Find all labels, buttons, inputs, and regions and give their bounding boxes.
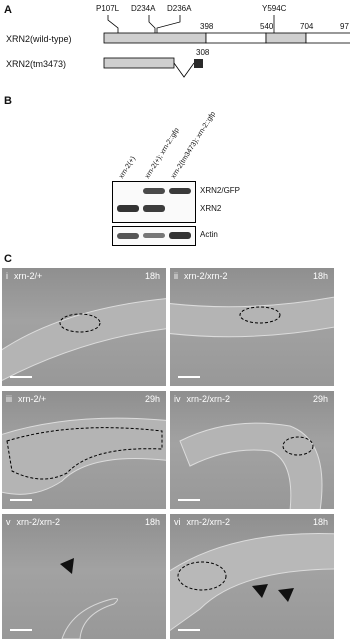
micrograph-i [2, 268, 166, 386]
micrograph-iii [2, 391, 166, 509]
panel-b-letter: B [4, 95, 12, 107]
time-i: 18h [144, 271, 160, 281]
band-xrn2-lane2 [143, 205, 165, 212]
micrograph-iv [170, 391, 334, 509]
time-v: 18h [144, 517, 160, 527]
lane-label-3: xrn-2(tm3473); xrn-2::gfp [170, 110, 218, 180]
numeral-iv: iv [174, 394, 181, 404]
band-actin-lane3 [169, 232, 191, 239]
scale-bar-vi [178, 629, 200, 631]
mutation-y594c: Y594C [262, 4, 287, 13]
panel-c-letter: C [4, 253, 12, 265]
lane-label-2: xrn-2(+); xrn-2::gfp [144, 126, 181, 180]
scale-bar-iii [10, 499, 32, 501]
time-ii: 18h [312, 271, 328, 281]
micrograph-ii [170, 268, 334, 386]
band-xrn2-lane1 [117, 205, 139, 212]
wt-label: XRN2(wild-type) [6, 34, 72, 44]
band-gfp-lane2 [143, 188, 165, 194]
numeral-ii: ii [174, 271, 178, 281]
numeral-v: v [6, 517, 11, 527]
blot-xrn2 [112, 181, 196, 223]
time-vi: 18h [312, 517, 328, 527]
time-iv: 29h [312, 394, 328, 404]
band-gfp-lane3 [169, 188, 191, 194]
micrograph-v [2, 514, 166, 639]
band-label-gfp: XRN2/GFP [200, 186, 241, 195]
genotype-iv: xrn-2/xrn-2 [186, 394, 231, 404]
mutation-d236a: D236A [167, 4, 192, 13]
band-label-actin: Actin [200, 230, 218, 239]
genotype-i: xrn-2/+ [14, 271, 43, 281]
genotype-ii: xrn-2/xrn-2 [184, 271, 228, 281]
position-704: 704 [300, 22, 314, 31]
genotype-iii: xrn-2/+ [18, 394, 47, 404]
scale-bar-i [10, 376, 32, 378]
domain-diagram [0, 0, 350, 100]
mutation-d234a: D234A [131, 4, 156, 13]
band-label-xrn2: XRN2 [200, 204, 222, 213]
band-actin-lane2 [143, 233, 165, 238]
position-398: 398 [200, 22, 214, 31]
genotype-v: xrn-2/xrn-2 [16, 517, 61, 527]
numeral-vi: vi [174, 517, 181, 527]
blot-actin [112, 226, 196, 246]
time-iii: 29h [144, 394, 160, 404]
micrograph-vi [170, 514, 334, 639]
scale-bar-iv [178, 499, 200, 501]
position-308: 308 [196, 48, 210, 57]
position-540: 540 [260, 22, 274, 31]
scale-bar-ii [178, 376, 200, 378]
numeral-i: i [6, 271, 8, 281]
genotype-vi: xrn-2/xrn-2 [186, 517, 231, 527]
band-actin-lane1 [117, 233, 139, 239]
numeral-iii: iii [6, 394, 12, 404]
scale-bar-v [10, 629, 32, 631]
mutation-p107l: P107L [96, 4, 120, 13]
panel-a-letter: A [4, 4, 12, 16]
mut-label: XRN2(tm3473) [6, 59, 67, 69]
lane-label-1: xrn-2(+) [118, 155, 138, 180]
position-end: 97 [340, 22, 349, 31]
